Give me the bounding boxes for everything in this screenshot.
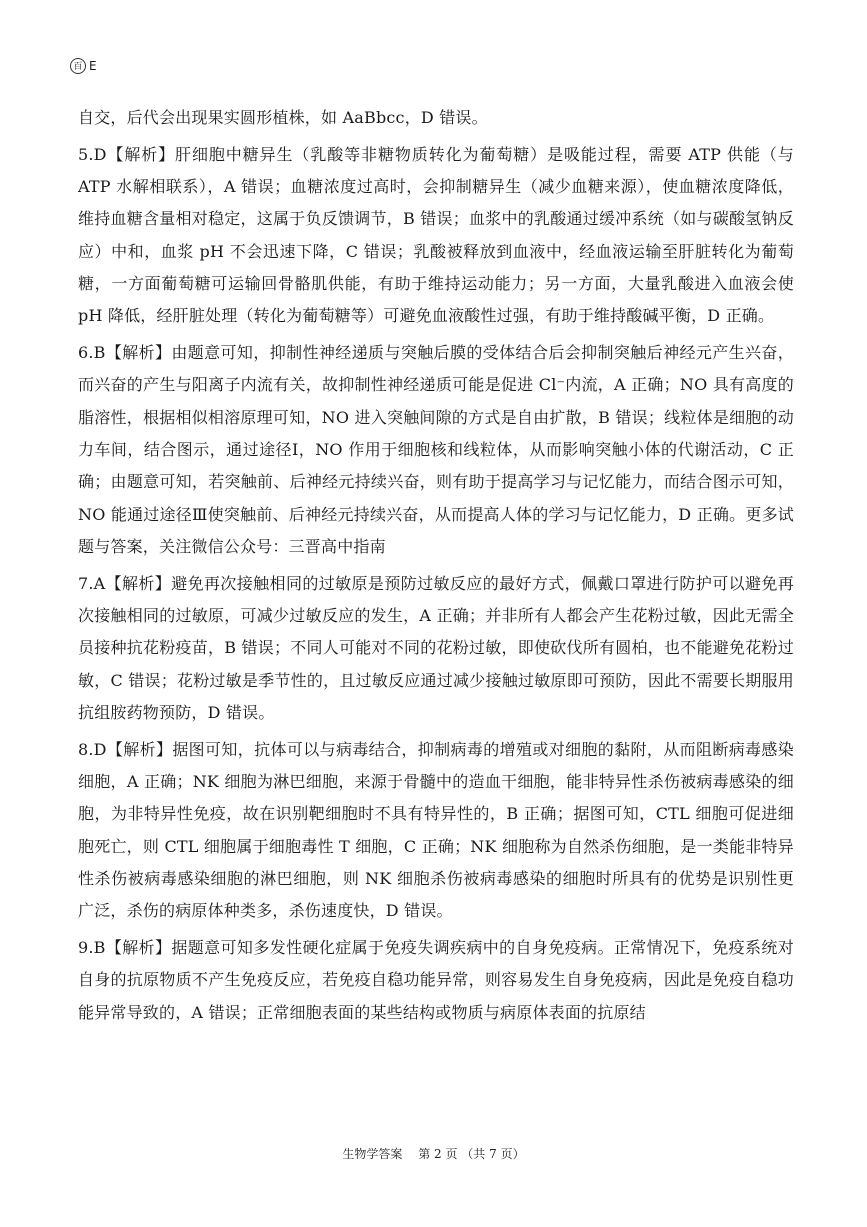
logo-seal-icon: 百 [70,58,86,74]
answer-content [78,102,794,1033]
paragraph-q7: 7.A【解析】避免再次接触相同的过敏原是预防过敏反应的最好方式，佩戴口罩进行防护可以避免再次接触相同的过敏原，可减少过敏反应的发生，A 正确；并非所有人都会产生花粉过敏，因此无需全员接种抗花粉疫苗，B 错误；不同人可能对不同的花粉过敏，即使砍伐所有圆柏，也不能避免花粉过敏，C 错误；花粉过敏是季节性的，且过敏反应通过减少接触过敏原即可预防，因此不需要长期服用抗组胺药物预防，D 错误。 [78,573,794,722]
paragraph-q5: 5.D【解析】肝细胞中糖异生（乳酸等非糖物质转化为葡萄糖）是吸能过程，需要 ATP 供能（与 ATP 水解相联系），A 错误；血糖浓度过高时，会抑制糖异生（减少血糖来源），使血糖浓度降低，维持血糖含量相对稳定，这属于负反馈调节，B 错误；血浆中的乳酸通过缓冲系统（如与碳酸氢钠反应）中和，血浆 pH 不会迅速下降，C 错误；乳酸被释放到血液中，经血液运输至肝脏转化为葡萄糖，一方面葡萄糖可运输回骨骼肌供能，有助于维持运动能力；另一方面，大量乳酸进入血液会使 pH 降低，经肝脏处理（转化为葡萄糖等）可避免血液酸性过强，有助于维持酸碱平衡，D 正确。 [78,144,794,326]
paragraph-q9: 9.B【解析】据题意可知多发性硬化症属于免疫失调疾病中的自身免疫病。正常情况下，免疫系统对自身的抗原物质不产生免疫反应，若免疫自稳功能异常，则容易发生自身免疫病，因此是免疫自稳功能异常导致的，A 错误；正常细胞表面的某些结构或物质与病原体表面的抗原结 [78,937,794,1022]
logo-letter: E [89,59,97,73]
paragraph-q8: 8.D【解析】据图可知，抗体可以与病毒结合，抑制病毒的增殖或对细胞的黏附，从而阻断病毒感染细胞，A 正确；NK 细胞为淋巴细胞，来源于骨髓中的造血干细胞，能非特异性杀伤被病毒感染的细胞，为非特异性免疫，故在识别靶细胞时不具有特异性的，B 正确；据图可知，CTL 细胞可促进细胞死亡，则 CTL 细胞属于细胞毒性 T 细胞，C 正确；NK 细胞称为自然杀伤细胞，是一类能非特异性杀伤被病毒感染细胞的淋巴细胞，则 NK 细胞杀伤被病毒感染的细胞时所具有的优势是识别性更广泛，杀伤的病原体种类多，杀伤速度快，D 错误。 [78,739,794,921]
paragraph-q6: 6.B【解析】由题意可知，抑制性神经递质与突触后膜的受体结合后会抑制突触后神经元产生兴奋，而兴奋的产生与阳离子内流有关，故抑制性神经递质可能是促进 Cl⁻内流，A 正确；NO 具有高度的脂溶性，根据相似相溶原理可知，NO 进入突触间隙的方式是自由扩散，B 错误；线粒体是细胞的动力车间，结合图示，通过途径Ⅰ，NO 作用于细胞核和线粒体，从而影响突触小体的代谢活动，C 正确；由题意可知，若突触前、后神经元持续兴奋，则有助于提高学习与记忆能力，而结合图示可知，NO 能通过途径Ⅲ使突触前、后神经元持续兴奋，从而提高人体的学习与记忆能力，D 正确。更多试题与答案，关注微信公众号：三晋高中指南 [78,343,794,556]
page-footer: 生物学答案 第 2 页 （共 7 页） [342,1147,525,1161]
paragraph-q4-tail: 自交，后代会出现果实圆形植株，如 AaBbcc，D 错误。 [78,108,488,127]
publisher-logo [70,58,97,74]
